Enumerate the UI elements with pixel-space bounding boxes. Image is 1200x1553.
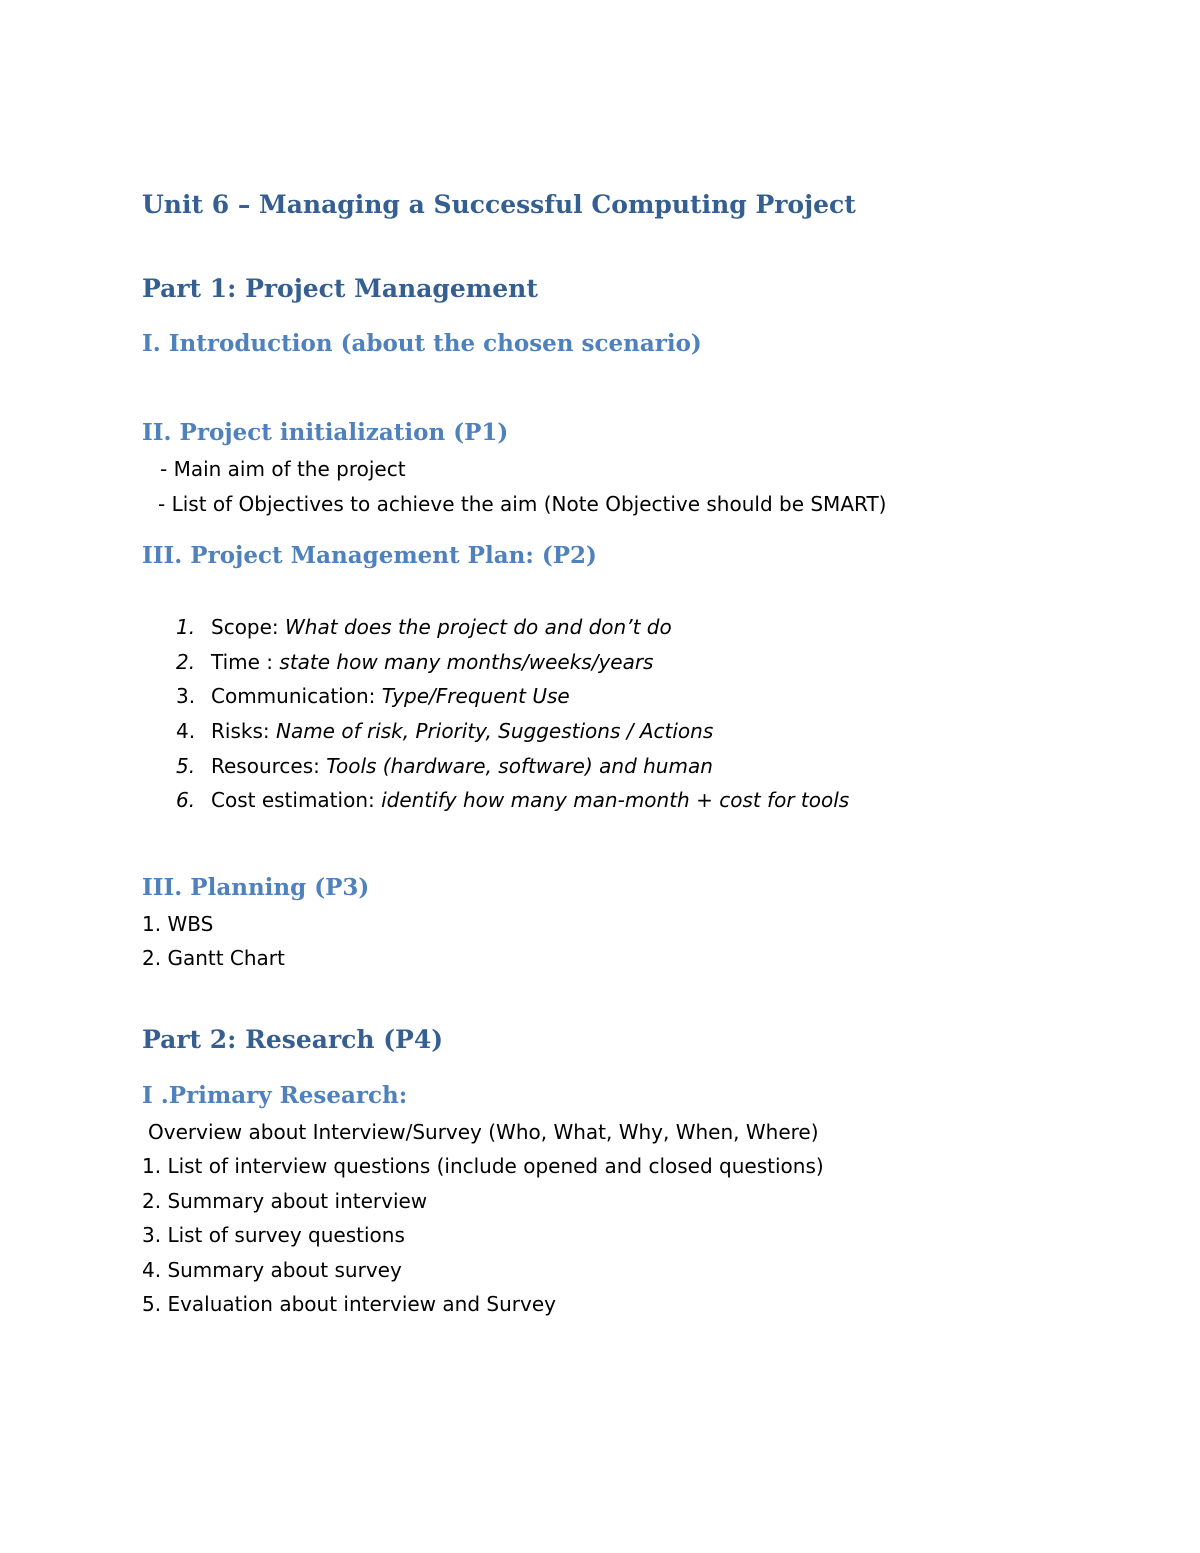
research-item-survey-questions: 3. List of survey questions — [142, 1223, 405, 1247]
bullet-main-aim: - Main aim of the project — [160, 457, 406, 481]
document-title: Unit 6 – Managing a Successful Computing Project — [142, 190, 856, 219]
planning-heading: III. Planning (P3) — [142, 874, 370, 901]
project-management-plan-heading: III. Project Management Plan: (P2) — [142, 542, 597, 569]
part2-heading: Part 2: Research (P4) — [142, 1025, 444, 1054]
planning-item-wbs: 1. WBS — [142, 912, 214, 936]
research-overview: Overview about Interview/Survey (Who, What, Why, When, Where) — [148, 1120, 819, 1144]
plan-item-resources: 5. Resources: Tools (hardware, software) and human — [176, 754, 713, 778]
plan-item-scope: 1. Scope: What does the project do and don’t do — [176, 615, 672, 639]
introduction-heading: I. Introduction (about the chosen scenario) — [142, 330, 702, 357]
research-item-interview-summary: 2. Summary about interview — [142, 1189, 428, 1213]
research-item-interview-questions: 1. List of interview questions (include opened and closed questions) — [142, 1154, 824, 1178]
primary-research-heading: I .Primary Research: — [142, 1082, 408, 1109]
research-item-survey-summary: 4. Summary about survey — [142, 1258, 402, 1282]
bullet-objectives: - List of Objectives to achieve the aim (Note Objective should be SMART) — [158, 492, 887, 516]
planning-item-gantt-chart: 2. Gantt Chart — [142, 946, 285, 970]
project-initialization-heading: II. Project initialization (P1) — [142, 419, 509, 446]
plan-item-risks: 4. Risks: Name of risk, Priority, Suggestions / Actions — [176, 719, 714, 743]
plan-item-cost-estimation: 6. Cost estimation: identify how many man-month + cost for tools — [176, 788, 850, 812]
part1-heading: Part 1: Project Management — [142, 274, 538, 303]
plan-item-communication: 3. Communication: Type/Frequent Use — [176, 684, 570, 708]
research-item-evaluation: 5. Evaluation about interview and Survey — [142, 1292, 556, 1316]
plan-item-time: 2. Time : state how many months/weeks/years — [176, 650, 654, 674]
